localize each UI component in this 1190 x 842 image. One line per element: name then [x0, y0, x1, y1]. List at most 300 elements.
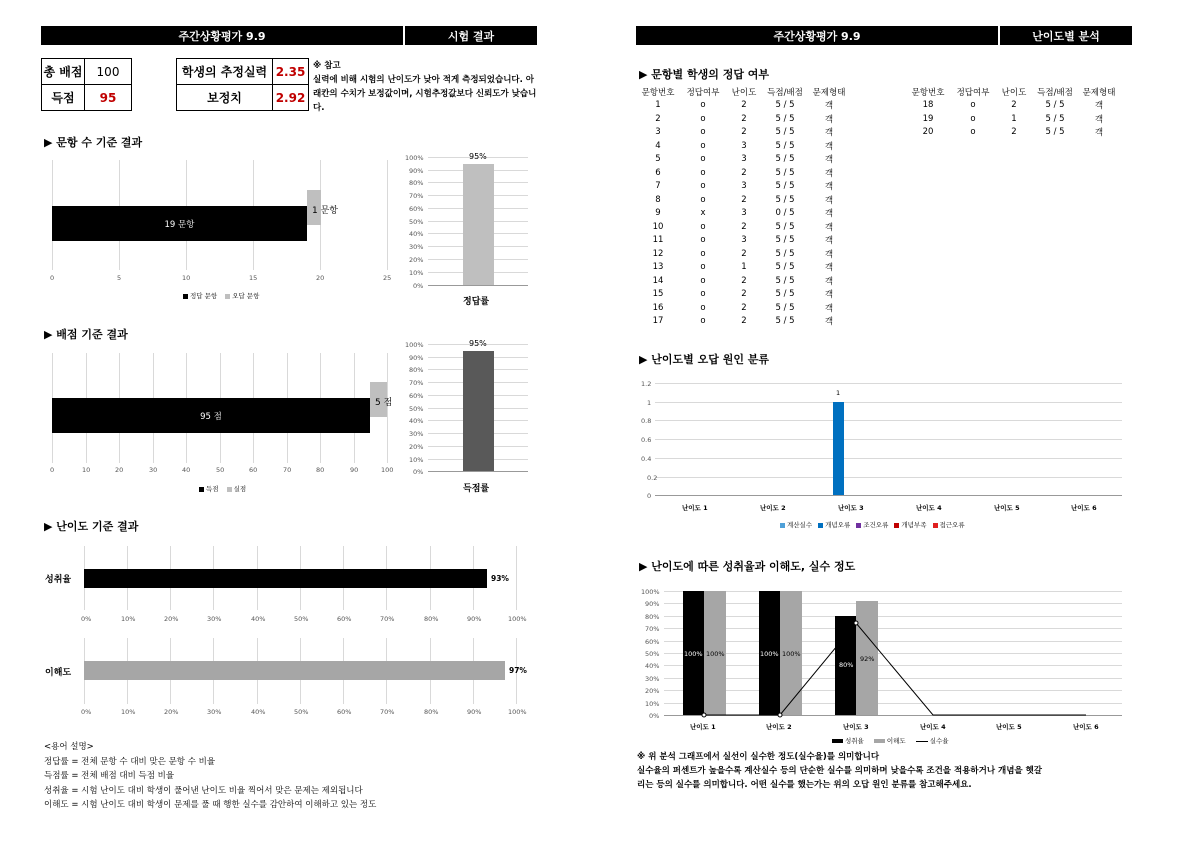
bar-label: 100%: [782, 650, 801, 658]
tick: 60%: [337, 708, 352, 716]
item-table-cell: 5 / 5: [775, 262, 795, 273]
tick: 30%: [207, 708, 222, 716]
item-table-cell: 1: [655, 100, 661, 111]
item-table-row: [637, 301, 849, 315]
corr-value: 2.92: [273, 85, 309, 111]
total-label: 총 배점: [42, 59, 85, 85]
item-table-cell: o: [700, 275, 706, 286]
item-table-cell: 18: [922, 100, 934, 111]
item-table-row: [637, 234, 849, 248]
item-table-header-cell: 문제형태: [1082, 87, 1116, 98]
item-table-cell: 객: [824, 114, 834, 125]
item-table-cell: 5: [655, 154, 661, 165]
item-table-cell: 5 / 5: [775, 302, 795, 313]
x-label: 난이도 2: [760, 504, 786, 512]
item-table-cell: 2: [741, 316, 747, 327]
tick: 0.2: [647, 474, 658, 482]
bottom-note: [637, 750, 1042, 792]
tick: 80%: [409, 179, 424, 187]
tick: 90%: [645, 600, 660, 608]
item-table-row: [637, 139, 849, 153]
item-table-cell: 7: [655, 181, 661, 192]
item-table-row: [637, 153, 849, 167]
legend-item: 성취율: [832, 736, 864, 745]
tick: 80: [316, 466, 325, 474]
tick: 90%: [409, 354, 424, 362]
right-header-section: 난이도별 분석: [998, 26, 1132, 45]
tick: 50%: [645, 650, 660, 658]
tick: 80%: [645, 613, 660, 621]
tick: 100%: [641, 588, 660, 596]
item-table-cell: 5 / 5: [1045, 100, 1065, 111]
legend-item: 조건오류: [856, 520, 888, 529]
item-table-cell: 객: [824, 222, 834, 233]
tick: 40: [182, 466, 191, 474]
tick: 100%: [405, 341, 424, 349]
item-table-row: [907, 112, 1119, 126]
x-label: 난이도 4: [916, 504, 942, 512]
tick: 70: [283, 466, 292, 474]
item-table-left: [637, 85, 849, 328]
bar-label: 92%: [860, 655, 875, 663]
tick: 50%: [294, 615, 309, 623]
item-table-cell: 3: [741, 235, 747, 246]
score-rate-label: 95%: [469, 339, 487, 348]
tick: 20%: [409, 443, 424, 451]
tick: 60%: [409, 392, 424, 400]
item-table-cell: 5 / 5: [775, 100, 795, 111]
item-table-cell: 5 / 5: [1045, 127, 1065, 138]
section-per-item: ▶ 문항별 학생의 정답 여부: [639, 68, 770, 81]
tick: 60%: [337, 615, 352, 623]
item-table-cell: 3: [741, 140, 747, 151]
item-table-cell: o: [970, 113, 976, 124]
x-label: 난이도 4: [920, 723, 946, 731]
item-table-cell: o: [700, 302, 706, 313]
item-table-cell: 2: [655, 113, 661, 124]
item-table-cell: 객: [1094, 114, 1104, 125]
tick: 0%: [81, 615, 92, 623]
item-table-cell: 14: [652, 275, 664, 286]
item-table-cell: 1: [1011, 113, 1017, 124]
tick: 10: [82, 466, 91, 474]
est-label: 학생의 추정실력: [177, 59, 273, 85]
item-table-cell: 8: [655, 194, 661, 205]
item-table-cell: 객: [824, 141, 834, 152]
count-wrong-label: 1 문항: [312, 206, 338, 216]
item-table-cell: o: [970, 100, 976, 111]
legend-item: 개념오류: [818, 520, 850, 529]
tick: 20: [316, 274, 325, 282]
legend-item: 득점: [199, 484, 219, 493]
item-table-cell: 3: [741, 154, 747, 165]
glossary-title: <용어 설명>: [44, 742, 94, 752]
item-table-cell: 2: [741, 248, 747, 259]
item-table-cell: 5 / 5: [775, 127, 795, 138]
tick: 100%: [508, 708, 527, 716]
right-header: [636, 26, 1132, 45]
item-table-right: [907, 85, 1119, 139]
tick: 10%: [409, 456, 424, 464]
tick: 20%: [409, 256, 424, 264]
item-table-cell: 9: [655, 208, 661, 219]
bar-label: 100%: [706, 650, 725, 658]
item-table-cell: 3: [741, 181, 747, 192]
tick: 20: [115, 466, 124, 474]
item-table-cell: 객: [824, 276, 834, 287]
tick: 100%: [405, 154, 424, 162]
x-label: 난이도 2: [766, 723, 792, 731]
item-table-cell: o: [700, 181, 706, 192]
item-table-header-cell: 득점/배점: [1037, 87, 1073, 98]
item-table-cell: 객: [824, 236, 834, 247]
item-table-row: [907, 126, 1119, 140]
item-table-cell: o: [700, 194, 706, 205]
tick: 80%: [424, 708, 439, 716]
item-table-header: [907, 85, 1119, 99]
item-table-cell: 객: [824, 263, 834, 274]
bar-label: 100%: [684, 650, 703, 658]
corr-label: 보정치: [177, 85, 273, 111]
item-table-cell: 객: [824, 182, 834, 193]
item-table-cell: 객: [824, 128, 834, 139]
points-earned-bar: [52, 398, 370, 433]
ability-table: [176, 58, 309, 111]
tick: 50%: [294, 708, 309, 716]
item-table-cell: o: [700, 289, 706, 300]
item-table-cell: 1: [741, 262, 747, 273]
total-value: 100: [85, 59, 132, 85]
left-header: [41, 26, 537, 45]
item-table-cell: 5 / 5: [775, 235, 795, 246]
item-table-header: [637, 85, 849, 99]
tick: 0%: [413, 468, 424, 476]
tick: 0: [647, 492, 652, 500]
x-label: 난이도 3: [838, 504, 864, 512]
tick: 100: [381, 466, 394, 474]
item-table-row: [637, 288, 849, 302]
item-table-cell: 5 / 5: [775, 194, 795, 205]
tick: 40%: [251, 615, 266, 623]
item-table-cell: 20: [922, 127, 934, 138]
x-label: 난이도 5: [996, 723, 1022, 731]
tick: 10%: [645, 700, 660, 708]
item-table-cell: o: [700, 262, 706, 273]
item-table-cell: 2: [741, 167, 747, 178]
tick: 0.6: [641, 436, 652, 444]
tick: 40%: [645, 662, 660, 670]
item-table-row: [637, 247, 849, 261]
tick: 30: [149, 466, 158, 474]
item-table-row: [637, 261, 849, 275]
tick: 25: [383, 274, 392, 282]
tick: 70%: [380, 615, 395, 623]
item-table-cell: 2: [741, 100, 747, 111]
item-table-cell: 2: [1011, 127, 1017, 138]
item-table-cell: 6: [655, 167, 661, 178]
item-table-cell: 객: [824, 209, 834, 220]
item-table-cell: 11: [652, 235, 664, 246]
tick: 40%: [409, 417, 424, 425]
understanding-label: 이해도: [45, 668, 72, 678]
item-table-cell: 5 / 5: [1045, 113, 1065, 124]
x-label: 난이도 5: [994, 504, 1020, 512]
item-table-cell: 10: [652, 221, 664, 232]
tick: 15: [249, 274, 258, 282]
mistake-rate-line: [664, 585, 1124, 720]
count-legend: [183, 291, 259, 300]
item-table-row: [637, 193, 849, 207]
item-table-cell: 2: [741, 275, 747, 286]
item-table-cell: 19: [922, 113, 934, 124]
section-difficulty: ▶ 난이도 기준 결과: [44, 520, 139, 533]
left-header-section: 시험 결과: [403, 26, 537, 45]
item-table-row: [637, 126, 849, 140]
item-table-cell: o: [700, 127, 706, 138]
left-header-title: 주간상황평가 9.9: [178, 29, 266, 43]
tick: 0: [50, 466, 55, 474]
points-earned-label: 95 점: [200, 411, 222, 422]
right-header-title: 주간상황평가 9.9: [773, 29, 861, 43]
tick: 90%: [467, 708, 482, 716]
item-table-cell: 객: [1094, 101, 1104, 112]
item-table-cell: 5 / 5: [775, 248, 795, 259]
section-count: ▶ 문항 수 기준 결과: [44, 136, 143, 149]
tick: 30%: [409, 243, 424, 251]
item-table-cell: 16: [652, 302, 664, 313]
item-table-cell: 0 / 5: [775, 208, 795, 219]
item-table-cell: o: [700, 235, 706, 246]
item-table-header-cell: 문제형태: [812, 87, 846, 98]
tick: 20%: [164, 708, 179, 716]
item-table-cell: 15: [652, 289, 664, 300]
item-table-row: [637, 220, 849, 234]
item-table-cell: 객: [824, 317, 834, 328]
x-label: 난이도 1: [682, 504, 708, 512]
tick: 30%: [207, 615, 222, 623]
count-correct-label: 19 문항: [164, 219, 195, 230]
tick: 70%: [380, 708, 395, 716]
item-table-row: [907, 99, 1119, 113]
concept-error-label: 1: [836, 389, 841, 397]
item-table-row: [637, 180, 849, 194]
item-table-cell: 13: [652, 262, 664, 273]
tick: 60%: [645, 638, 660, 646]
bar-label: 100%: [760, 650, 779, 658]
tick: 90%: [467, 615, 482, 623]
legend-item: 이해도: [874, 736, 906, 745]
section-points: ▶ 배점 기준 결과: [44, 328, 128, 341]
achievement-label: 성취율: [45, 575, 72, 585]
item-table-row: [637, 207, 849, 221]
x-label: 난이도 6: [1071, 504, 1097, 512]
tick: 10%: [409, 269, 424, 277]
item-table-cell: 12: [652, 248, 664, 259]
tick: 0.4: [641, 455, 652, 463]
item-table-header-cell: 난이도: [731, 87, 757, 98]
item-table-cell: 객: [824, 290, 834, 301]
item-table-cell: 2: [741, 289, 747, 300]
note-text: 실력에 비해 시험의 난이도가 낮아 적게 측정되었습니다. 아래칸의 수치가 보정값이며, 시험추정값보다 신뢰도가 낮습니다.: [313, 75, 537, 113]
tick: 90: [350, 466, 359, 474]
tick: 80%: [424, 615, 439, 623]
legend-item: 개념부족: [894, 520, 926, 529]
tick: 1: [647, 399, 652, 407]
item-table-cell: 객: [824, 168, 834, 179]
est-value: 2.35: [273, 59, 309, 85]
legend-item: 접근오류: [933, 520, 965, 529]
score-label: 득점: [42, 85, 85, 111]
tick: 30%: [645, 675, 660, 683]
note: [313, 59, 537, 115]
item-table-row: [637, 99, 849, 113]
tick: 50%: [409, 218, 424, 226]
points-legend: [199, 484, 246, 493]
x-label: 난이도 3: [843, 723, 869, 731]
item-table-cell: 5 / 5: [775, 289, 795, 300]
glossary-line: 정답률 = 전체 문항 수 대비 맞은 문항 수 비율: [44, 756, 216, 767]
tick: 70%: [409, 379, 424, 387]
tick: 1.2: [641, 380, 652, 388]
points-lost-label: 5 점: [375, 398, 393, 408]
understanding-bar: [84, 661, 505, 680]
item-table-row: [637, 112, 849, 126]
item-table-cell: 3: [655, 127, 661, 138]
item-table-header-cell: 문항번호: [911, 87, 945, 98]
concept-error-bar: [833, 402, 844, 495]
tick: 30%: [409, 430, 424, 438]
item-table-cell: 2: [741, 302, 747, 313]
item-table-cell: 2: [741, 194, 747, 205]
item-table-cell: 객: [824, 155, 834, 166]
legend-item: 정답 문항: [183, 291, 217, 300]
tick: 0.8: [641, 417, 652, 425]
item-table-cell: o: [970, 127, 976, 138]
item-table-row: [637, 315, 849, 329]
achievement-value: 93%: [491, 574, 509, 583]
item-table-cell: 객: [824, 195, 834, 206]
item-table-cell: 3: [741, 208, 747, 219]
legend-item: 계산실수: [780, 520, 812, 529]
tick: 40%: [251, 708, 266, 716]
tick: 5: [117, 274, 122, 282]
tick: 70%: [645, 625, 660, 633]
glossary-line: 이해도 = 시험 난이도 대비 학생이 문제를 풀 때 행한 실수를 감안하여 이해하고 있는 정도: [44, 800, 377, 810]
tick: 50: [216, 466, 225, 474]
item-table-cell: 객: [824, 101, 834, 112]
item-table-header-cell: 정답여부: [956, 87, 990, 98]
tick: 70%: [409, 192, 424, 200]
item-table-cell: 5 / 5: [775, 113, 795, 124]
item-table-cell: o: [700, 113, 706, 124]
note-title: ※ 참고: [313, 61, 341, 71]
item-table-cell: 객: [824, 303, 834, 314]
tick: 40%: [409, 230, 424, 238]
tick: 10: [182, 274, 191, 282]
tick: 0: [50, 274, 55, 282]
tick: 100%: [508, 615, 527, 623]
item-table-cell: o: [700, 140, 706, 151]
section-achievement: ▶ 난이도에 따른 성취율과 이해도, 실수 정도: [639, 560, 856, 573]
glossary-line: 성취율 = 시험 난이도 대비 학생이 풀어낸 난이도 비율 찍어서 맞은 문제는 제외됩니다: [44, 785, 363, 796]
glossary-line: 득점률 = 전체 배점 대비 득점 비율: [44, 771, 175, 781]
item-table-cell: 5 / 5: [775, 154, 795, 165]
item-table-cell: 2: [741, 127, 747, 138]
item-table-cell: 5 / 5: [775, 275, 795, 286]
item-table-cell: 2: [1011, 100, 1017, 111]
bottom-note-line: ※ 위 분석 그래프에서 실선이 실수한 정도(실수율)를 의미합니다: [637, 752, 880, 762]
tick: 10%: [121, 708, 136, 716]
item-table-cell: o: [700, 316, 706, 327]
item-table-cell: 5 / 5: [775, 181, 795, 192]
x-label: 난이도 6: [1073, 723, 1099, 731]
legend-item: 실수율: [916, 736, 949, 745]
item-table-cell: 객: [824, 249, 834, 260]
ach-legend: [832, 736, 949, 745]
item-table-cell: 2: [741, 113, 747, 124]
item-table-cell: 객: [1094, 128, 1104, 139]
tick: 60%: [409, 205, 424, 213]
tick: 60: [249, 466, 258, 474]
score-rate-caption: 득점률: [463, 484, 490, 494]
achievement-bar: [84, 569, 487, 588]
item-table-cell: o: [700, 154, 706, 165]
item-table-header-cell: 득점/배점: [767, 87, 803, 98]
bottom-note-line: 실수율의 퍼센트가 높을수록 계산실수 등의 단순한 실수를 의미하며 낮을수록 조건을 적용하거나 개념을 헷갈: [637, 766, 1043, 776]
item-table-header-cell: 난이도: [1001, 87, 1027, 98]
score-value: 95: [85, 85, 132, 111]
tick: 90%: [409, 167, 424, 175]
item-table-cell: 17: [652, 316, 664, 327]
correct-rate-caption: 정답률: [463, 297, 490, 307]
correct-rate-bar: [463, 164, 494, 285]
count-correct-bar: [52, 206, 307, 241]
bottom-note-line: 리는 등의 실수를 의미합니다. 어떤 실수를 했는가는 위의 오답 원인 분류를 참고해주세요.: [637, 780, 972, 790]
x-label: 난이도 1: [690, 723, 716, 731]
item-table-cell: 5 / 5: [775, 316, 795, 327]
bar-label: 80%: [839, 661, 854, 669]
tick: 20%: [645, 687, 660, 695]
item-table-cell: x: [700, 208, 706, 219]
item-table-cell: o: [700, 248, 706, 259]
legend-item: 오답 문항: [225, 291, 259, 300]
item-table-cell: o: [700, 221, 706, 232]
item-table-cell: 5 / 5: [775, 221, 795, 232]
item-table-header-cell: 정답여부: [686, 87, 720, 98]
correct-rate-label: 95%: [469, 152, 487, 161]
tick: 80%: [409, 366, 424, 374]
tick: 0%: [81, 708, 92, 716]
item-table-cell: 5 / 5: [775, 140, 795, 151]
item-table-cell: 4: [655, 140, 661, 151]
item-table-cell: 5 / 5: [775, 167, 795, 178]
section-error-cause: ▶ 난이도별 오답 원인 분류: [639, 353, 770, 366]
score-table: [41, 58, 132, 111]
item-table-cell: 2: [741, 221, 747, 232]
tick: 0%: [413, 282, 424, 290]
legend-item: 실점: [227, 484, 247, 493]
score-rate-bar: [463, 351, 494, 471]
item-table-header-cell: 문항번호: [641, 87, 675, 98]
error-legend: [780, 520, 965, 529]
glossary: [44, 740, 376, 813]
item-table-cell: o: [700, 167, 706, 178]
tick: 10%: [121, 615, 136, 623]
item-table-cell: o: [700, 100, 706, 111]
tick: 0%: [649, 712, 660, 720]
understanding-value: 97%: [509, 666, 527, 675]
tick: 20%: [164, 615, 179, 623]
